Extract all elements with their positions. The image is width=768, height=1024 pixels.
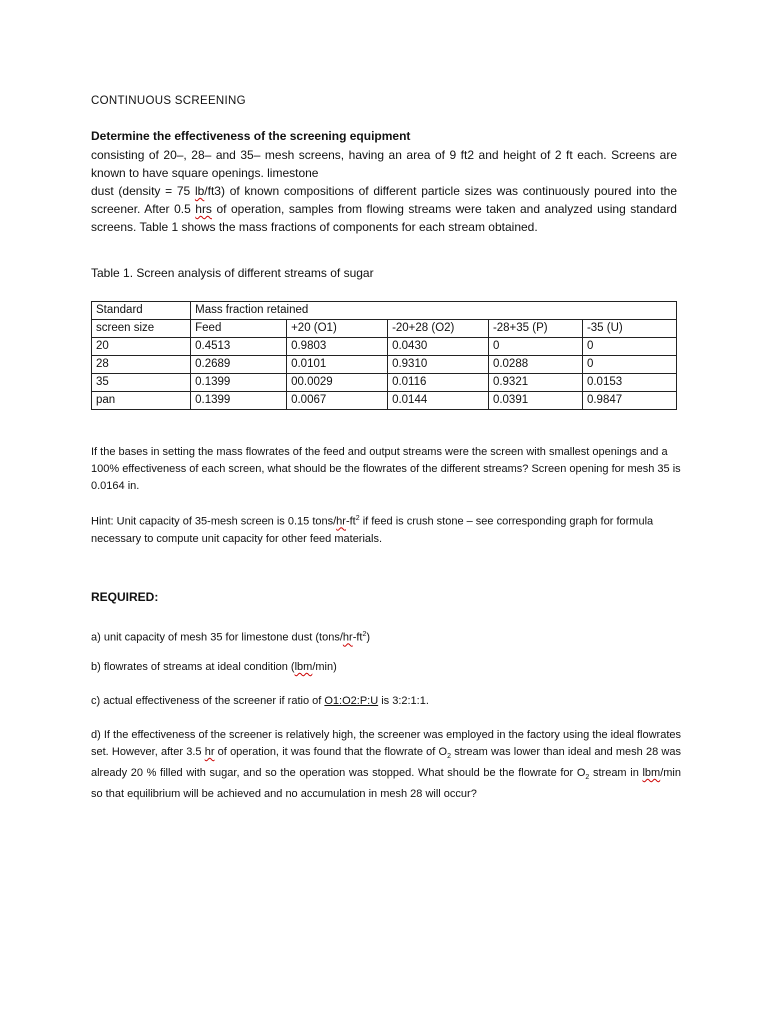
table-row: [92, 392, 677, 410]
question-text: b) flowrates of streams at ideal condition (: [91, 661, 295, 673]
table-cell: 0.4513: [191, 338, 287, 356]
question-text: of operation, it was found that the flowrate of O: [214, 746, 448, 758]
spellcheck-word: hr: [204, 746, 215, 758]
table-cell: 0.0144: [388, 392, 489, 410]
spellcheck-word: hrs: [195, 202, 212, 216]
superscript: 2: [362, 631, 367, 638]
table-cell: 0.9847: [582, 392, 676, 410]
table-caption: Table 1. Screen analysis of different streams of sugar: [91, 266, 374, 280]
intro-line-2: [91, 182, 677, 236]
spellcheck-word: hr: [342, 631, 353, 644]
problem-statement-heading: Determine the effectiveness of the screening equipment: [91, 129, 411, 143]
spellcheck-word: lbm: [294, 661, 313, 673]
question-text: c) actual effectiveness of the screener if ratio of: [91, 695, 325, 707]
intro-text: of operation, samples from flowing streams were taken and analyzed using standard screens. Table 1 shows the mass fractions of components for each stream obtained.: [91, 202, 677, 234]
hint-text: if feed is crush stone – see corresponding graph for formula necessary to compute unit capacity for other feed materials.: [91, 515, 654, 545]
required-heading: REQUIRED:: [91, 590, 159, 604]
question-a: [91, 626, 681, 647]
table-cell: 0: [582, 356, 676, 374]
screen-analysis-table: [91, 301, 677, 410]
question-d: [91, 727, 681, 803]
intro-text: dust (density = 75: [91, 184, 195, 198]
table-cell: 00.0029: [287, 374, 388, 392]
ratio-label: O1:O2:P:U: [324, 695, 379, 707]
question-text: stream in: [589, 767, 643, 780]
question-text: /min): [312, 661, 337, 673]
question-text: stream was lower than ideal and mesh 28 was already 20 % filled with sugar, and so the operation was stopped. What should be the flowrate for O: [91, 746, 681, 780]
superscript: 2: [355, 515, 360, 522]
table-cell: 0.0101: [287, 356, 388, 374]
table-cell: 0.0067: [287, 392, 388, 410]
table-cell: 35: [92, 374, 191, 392]
question-b: [91, 659, 681, 676]
table-cell: 0: [488, 338, 582, 356]
subscript: 2: [585, 774, 590, 782]
hint-text: -ft: [345, 515, 356, 528]
table-cell: 0.9803: [287, 338, 388, 356]
column-header: -28+35 (P): [488, 320, 582, 338]
table-cell: 0.0430: [388, 338, 489, 356]
table-cell: 0.9321: [488, 374, 582, 392]
hint-text: Hint: Unit capacity of 35-mesh screen is 0.15 tons/: [91, 515, 337, 528]
subscript: 2: [447, 753, 451, 761]
intro-line-1: consisting of 20–, 28– and 35– mesh screens, having an area of 9 ft2 and height of 2 ft each. Screens are known to have square openings. limestone: [91, 148, 677, 180]
table-cell: 0.1399: [191, 392, 287, 410]
table-cell: 0.2689: [191, 356, 287, 374]
problem-description: [91, 146, 677, 236]
document-title: CONTINUOUS SCREENING: [91, 95, 246, 107]
question-text: d) If the effectiveness of the screener is relatively high, the screener was employed in the factory using the ideal flowrates set. However, after 3.5: [91, 729, 681, 758]
table-cell: 20: [92, 338, 191, 356]
column-header: +20 (O1): [287, 320, 388, 338]
table-row: [92, 374, 677, 392]
header-mass-fraction: Mass fraction retained: [191, 302, 677, 320]
table-cell: 0.0391: [488, 392, 582, 410]
header-screen-size: screen size: [92, 320, 191, 338]
table-row: [92, 338, 677, 356]
question-text: is 3:2:1:1.: [378, 695, 429, 707]
hint-paragraph: [91, 510, 681, 548]
table-row: [92, 356, 677, 374]
question-text: a) unit capacity of mesh 35 for limestone dust (tons/: [91, 631, 343, 644]
table-cell: 0.1399: [191, 374, 287, 392]
table-header-row: [92, 320, 677, 338]
table-cell: 0.0153: [582, 374, 676, 392]
column-header: Feed: [191, 320, 287, 338]
table-cell: 0: [582, 338, 676, 356]
question-text: /min so that equilibrium will be achieved and no accumulation in mesh 28 will occur?: [91, 767, 681, 801]
table-cell: 0.0288: [488, 356, 582, 374]
flowrate-question: If the bases in setting the mass flowrates of the feed and output streams were the screen with smallest openings and a 100% effectiveness of each screen, what should be the flowrates of the different streams? Screen opening for mesh 35 is 0.0164 in.: [91, 446, 681, 492]
question-text: ): [366, 631, 371, 644]
table-cell: pan: [92, 392, 191, 410]
column-header: -20+28 (O2): [388, 320, 489, 338]
intro-text: /ft3) of known compositions of different particle sizes was continuously poured into the screener. After 0.5: [91, 184, 677, 216]
spellcheck-word: hr: [336, 515, 346, 528]
question-text: -ft: [352, 631, 363, 644]
table-header-row: [92, 302, 677, 320]
spellcheck-word: lb: [194, 184, 205, 198]
table-cell: 0.0116: [388, 374, 489, 392]
table-cell: 28: [92, 356, 191, 374]
table-cell: 0.9310: [388, 356, 489, 374]
header-standard: Standard: [92, 302, 191, 320]
column-header: -35 (U): [582, 320, 676, 338]
question-c: [91, 693, 681, 710]
spellcheck-word: lbm: [642, 767, 661, 780]
